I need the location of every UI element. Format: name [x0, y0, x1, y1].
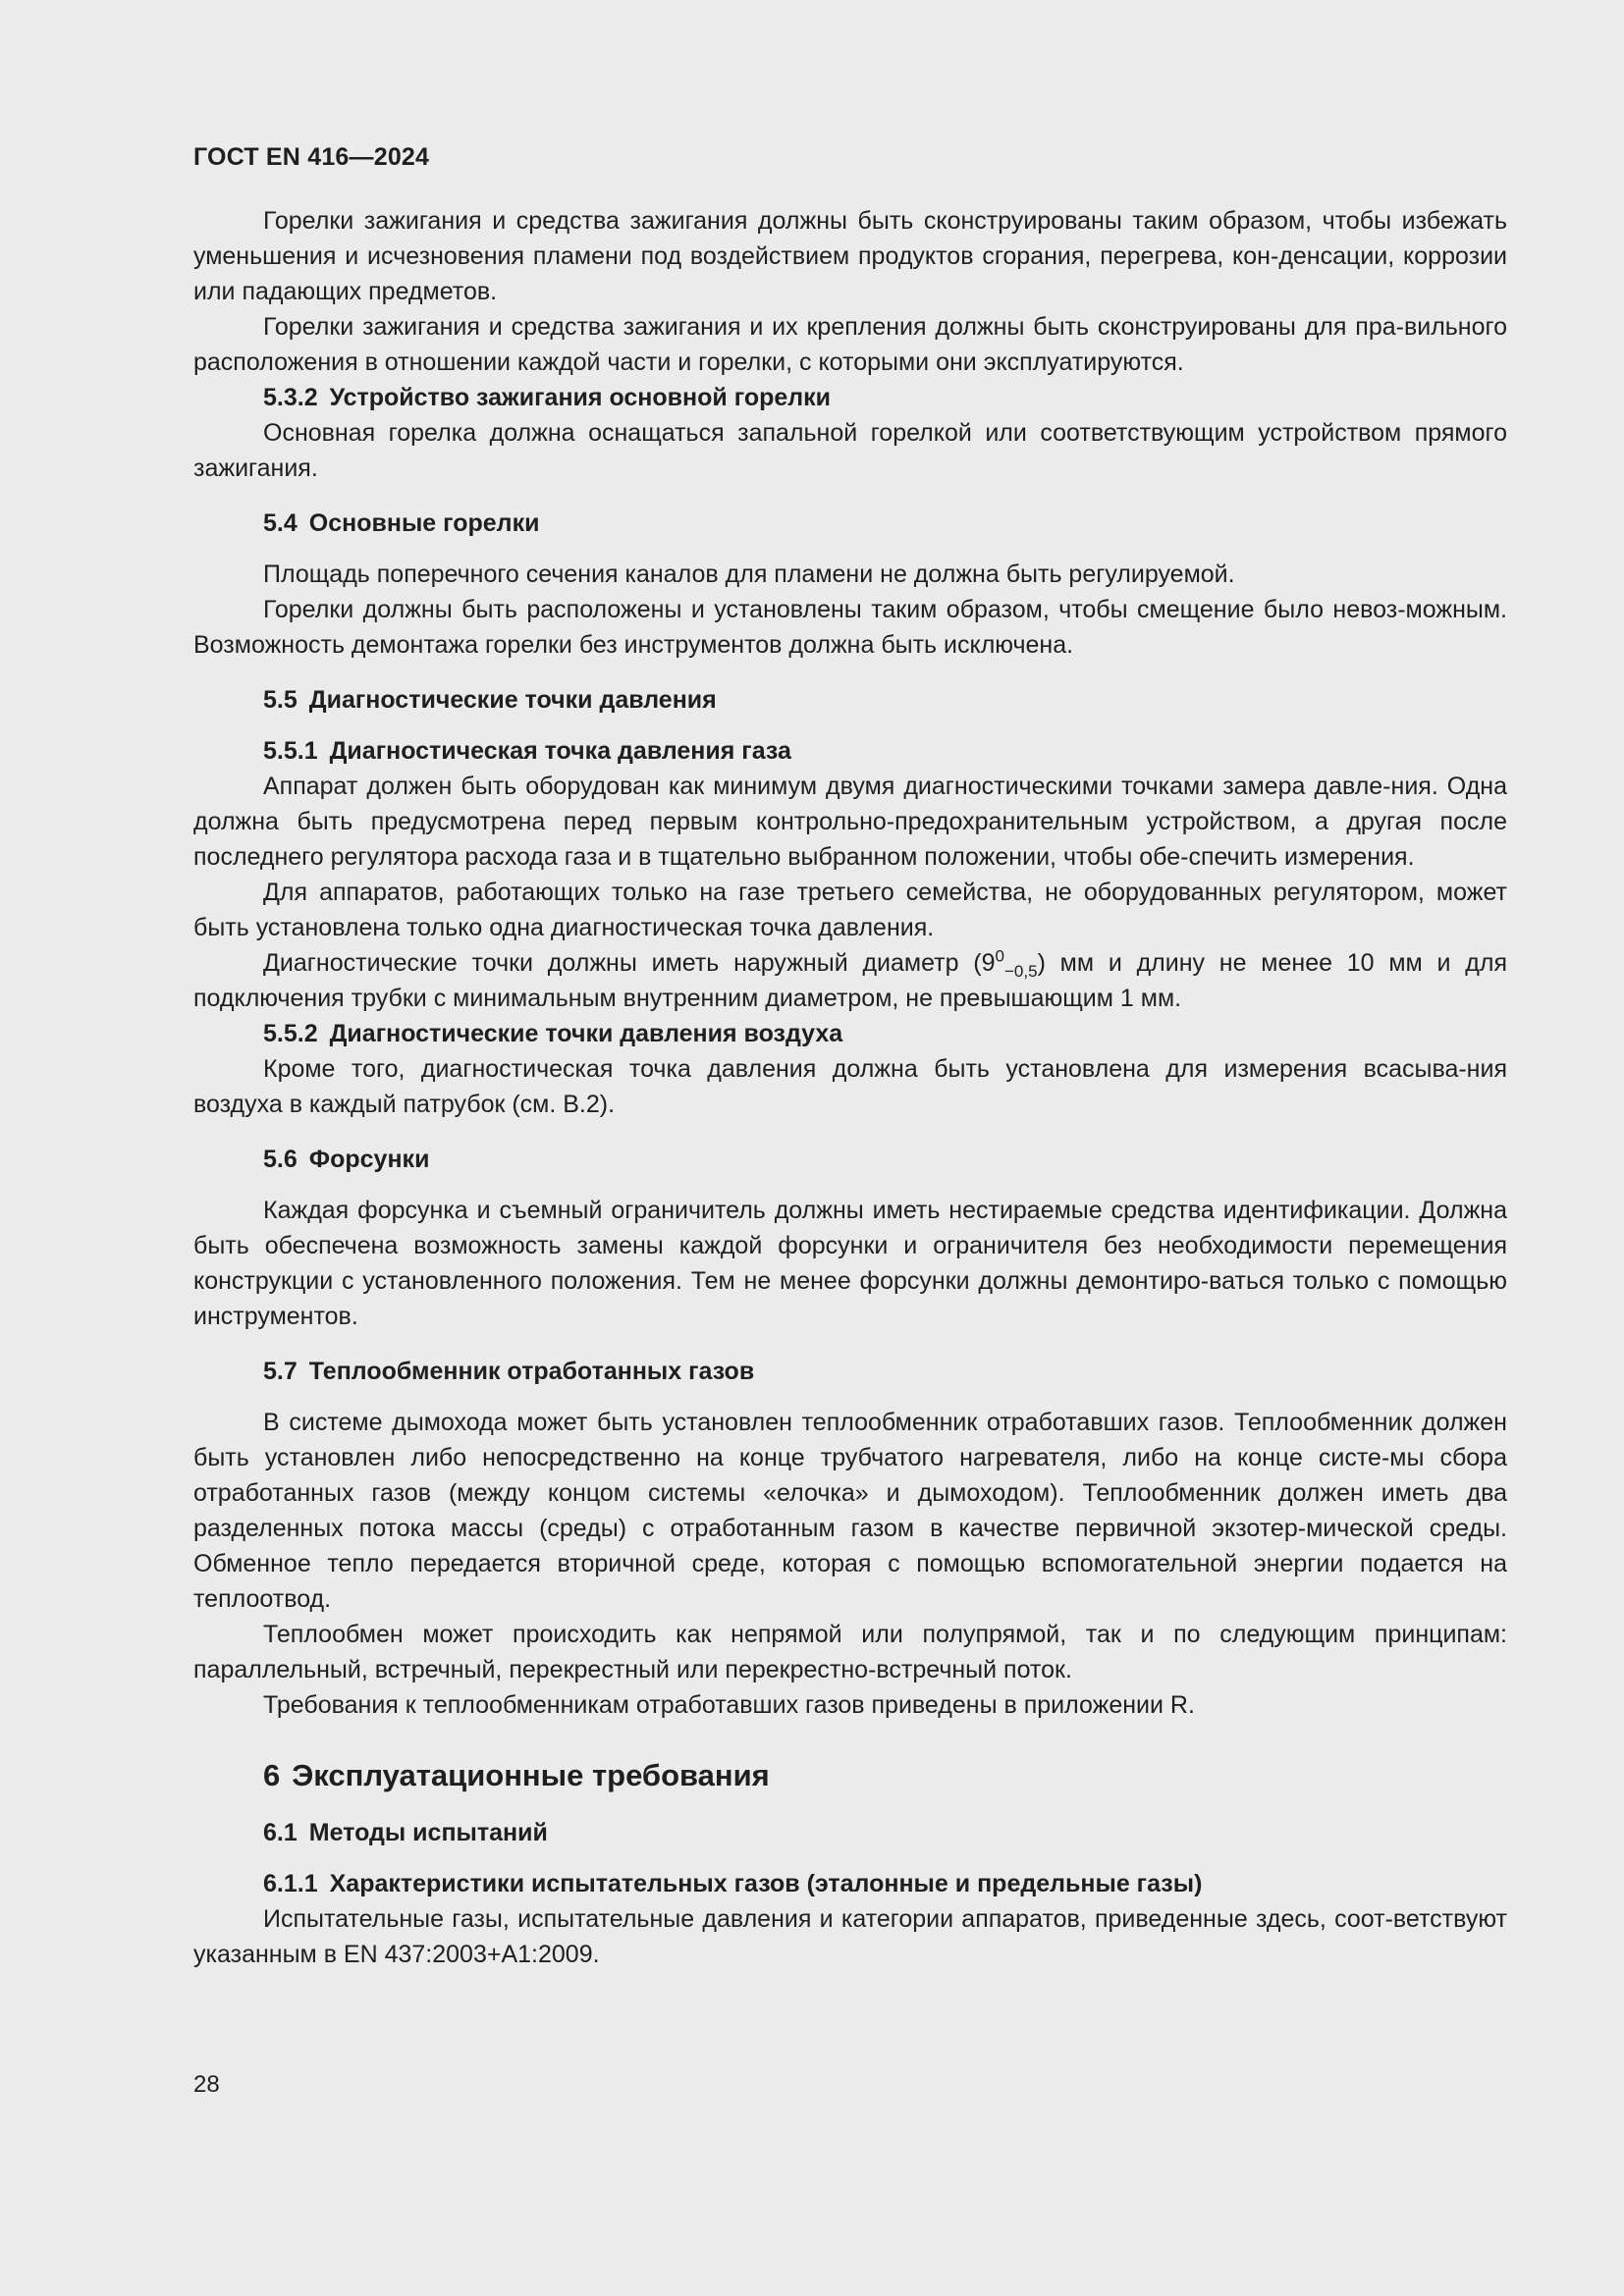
paragraph: Требования к теплообменникам отработавших газов приведены в приложении R. [263, 1691, 1195, 1719]
section-title: Форсунки [308, 1146, 430, 1173]
section-number: 6.1.1 [263, 1870, 318, 1897]
section-heading-5-3-2 [193, 380, 1507, 415]
page-number: 28 [193, 2071, 220, 2098]
paragraph: Теплообмен может происходить как непрямой или полупрямой, так и по следующим принципам: параллельный, встречный, перекрестный или перекрестно-встречный поток. [193, 1621, 1507, 1683]
paragraph: Горелки должны быть расположены и установлены таким образом, чтобы смещение было невоз-можным. Возможность демонтажа горелки без инструментов должна быть исключена. [193, 596, 1507, 659]
tolerance-upper: 0 [995, 946, 1004, 966]
paragraph: Горелки зажигания и средства зажигания должны быть сконструированы таким образом, чтобы избежать уменьшения и исчезновения пламени под воздействием продуктов сгорания, перегрева, кон-денсации, коррозии или падающих предметов. [193, 207, 1507, 305]
section-number: 5.4 [263, 509, 298, 537]
section-title: Устройство зажигания основной горелки [329, 384, 832, 411]
section-number: 5.7 [263, 1358, 298, 1385]
tolerance-lower: −0,5 [1004, 962, 1038, 981]
paragraph: Горелки зажигания и средства зажигания и их крепления должны быть сконструированы для пра-вильного расположения в отношении каждой части и горелки, с которыми они эксплуатируются. [193, 313, 1507, 376]
section-heading-6-1-1 [193, 1866, 1507, 1901]
text-run: ) мм и длину не менее 10 мм и для подключения трубки с минимальным внутренним диаметром, не превышающим 1 мм. [193, 949, 1507, 1012]
document-page [193, 143, 1507, 1972]
section-heading-5-4 [193, 506, 1507, 541]
text-run: Диагностические точки должны иметь наружный диаметр (9 [263, 949, 996, 977]
section-title: Основные горелки [308, 509, 540, 537]
section-title: Диагностическая точка давления газа [329, 737, 791, 765]
paragraph: Аппарат должен быть оборудован как минимум двумя диагностическими точками замера давле-ния. Одна должна быть предусмотрена перед первым контрольно-предохранительным устройством, а другая после последнего регулятора расхода газа и в тщательно выбранном положении, чтобы обе-спечить измерения. [193, 773, 1507, 871]
section-number: 5.5.2 [263, 1020, 318, 1047]
section-title: Характеристики испытательных газов (эталонные и предельные газы) [329, 1870, 1203, 1897]
paragraph: Кроме того, диагностическая точка давления должна быть установлена для измерения всасыва-ния воздуха в каждый патрубок (см. B.2). [193, 1055, 1507, 1118]
paragraph-tolerance [193, 945, 1507, 1016]
section-title: Методы испытаний [308, 1819, 548, 1846]
section-heading-5-5-1 [193, 733, 1507, 769]
section-title: Диагностические точки давления [308, 686, 717, 714]
document-header: ГОСТ EN 416—2024 [193, 143, 430, 171]
section-number: 6 [263, 1758, 281, 1792]
paragraph: Испытательные газы, испытательные давления и категории аппаратов, приведенные здесь, соот-ветствуют указанным в EN 437:2003+A1:2009. [193, 1905, 1507, 1968]
section-title: Эксплуатационные требования [292, 1758, 770, 1792]
section-number: 6.1 [263, 1819, 298, 1846]
paragraph: Площадь поперечного сечения каналов для пламени не должна быть регулируемой. [263, 561, 1235, 588]
section-number: 5.3.2 [263, 384, 318, 411]
paragraph: Для аппаратов, работающих только на газе третьего семейства, не оборудованных регулятором, может быть установлена только одна диагностическая точка давления. [193, 879, 1507, 941]
section-heading-6 [193, 1754, 1507, 1797]
section-number: 5.6 [263, 1146, 298, 1173]
paragraph: В системе дымохода может быть установлен теплообменник отработавших газов. Теплообменник должен быть установлен либо непосредственно на конце трубчатого нагревателя, либо на конце систе-мы сбора отработанных газов (между концом системы «елочка» и дымоходом). Теплообменник должен иметь два разделенных потока массы (среды) с отработанным газом в качестве первичной экзотер-мической среды. Обменное тепло передается вторичной среде, которая с помощью вспомогательной энергии подается на теплоотвод. [193, 1409, 1507, 1613]
section-number: 5.5.1 [263, 737, 318, 765]
section-number: 5.5 [263, 686, 298, 714]
section-heading-5-5 [193, 682, 1507, 718]
section-title: Диагностические точки давления воздуха [329, 1020, 843, 1047]
section-heading-5-5-2 [193, 1016, 1507, 1051]
section-heading-5-7 [193, 1354, 1507, 1389]
section-heading-5-6 [193, 1142, 1507, 1177]
section-heading-6-1 [193, 1815, 1507, 1850]
paragraph: Основная горелка должна оснащаться запальной горелкой или соответствующим устройством прямого зажигания. [193, 419, 1507, 482]
section-title: Теплообменник отработанных газов [308, 1358, 755, 1385]
paragraph: Каждая форсунка и съемный ограничитель должны иметь нестираемые средства идентификации. Должна быть обеспечена возможность замены каждой форсунки и ограничителя без необходимости перемещения конструкции с установленного положения. Тем не менее форсунки должны демонтиро-ваться только с помощью инструментов. [193, 1197, 1507, 1330]
